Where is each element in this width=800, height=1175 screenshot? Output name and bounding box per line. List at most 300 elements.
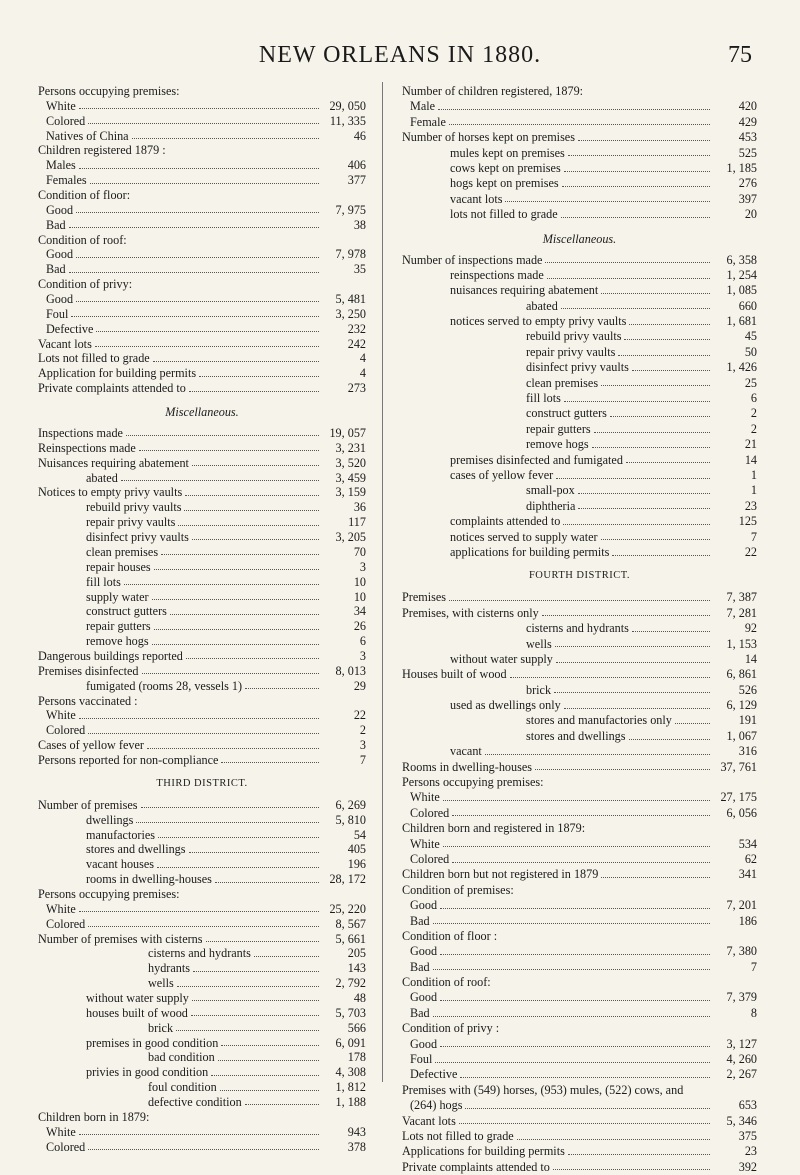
- dot-leader: [465, 1107, 710, 1109]
- table-row: [38, 441, 366, 456]
- row-value: 4, 308: [335, 1065, 366, 1080]
- row-label: fill lots: [86, 574, 121, 589]
- row-value: 3, 231: [335, 440, 366, 455]
- row-value: 1, 085: [726, 283, 757, 298]
- row-label: Notices to empty privy vaults: [38, 485, 183, 500]
- row-value: 191: [738, 713, 757, 728]
- row-value: 11, 335: [329, 113, 366, 128]
- row-label: Applications for building permits: [402, 1144, 565, 1159]
- row-label: Nuisances requiring abatement: [38, 455, 189, 470]
- row-label: small-pox: [526, 483, 575, 498]
- row-value: 50: [744, 344, 757, 359]
- row-value: 26: [353, 619, 366, 634]
- table-row: [402, 806, 757, 821]
- table-row: [38, 1080, 366, 1095]
- row-value: 1, 426: [726, 360, 757, 375]
- row-label: houses built of wood: [86, 1005, 188, 1020]
- row-label: Persons reported for non-compliance: [38, 752, 219, 767]
- table-row: [38, 307, 366, 322]
- row-label: Good: [46, 292, 74, 307]
- row-value: 420: [738, 99, 757, 114]
- row-label: clean premises: [526, 375, 599, 390]
- table-row: [402, 990, 757, 1005]
- row-value: 1, 185: [726, 160, 757, 175]
- dot-leader: [96, 330, 319, 332]
- dot-leader: [95, 345, 319, 347]
- table-row: [38, 426, 366, 441]
- dot-leader: [561, 216, 710, 218]
- dot-leader: [161, 553, 319, 555]
- row-value: 392: [738, 1159, 757, 1174]
- row-value: 14: [744, 651, 757, 666]
- row-label: notices served to empty privy vaults: [450, 314, 627, 329]
- row-label: manufactories: [86, 827, 156, 842]
- row-label: rooms in dwelling-houses: [86, 872, 212, 887]
- table-row: [38, 262, 366, 277]
- table-row: [402, 1006, 757, 1021]
- dot-leader: [555, 645, 710, 647]
- row-label: privies in good condition: [86, 1065, 209, 1080]
- row-label: Private complaints attended to: [38, 381, 186, 396]
- row-value: 27, 175: [720, 790, 757, 805]
- row-label: rebuild privy vaults: [526, 329, 622, 344]
- dot-leader: [221, 761, 319, 763]
- table-row: [402, 652, 757, 667]
- table-row: [38, 932, 366, 947]
- row-value: 92: [744, 621, 757, 636]
- table-row: [402, 667, 757, 682]
- dot-leader: [124, 583, 319, 585]
- dot-leader: [184, 509, 319, 511]
- row-label: abated: [86, 470, 118, 485]
- table-row: [402, 590, 757, 605]
- row-value: 1, 812: [335, 1080, 366, 1095]
- table-row: [38, 143, 366, 158]
- row-value: 4: [359, 351, 366, 366]
- row-label: Colored: [46, 113, 86, 128]
- dot-leader: [245, 687, 319, 689]
- dot-leader: [79, 1133, 319, 1135]
- row-label: repair gutters: [526, 421, 591, 436]
- table-row: [38, 456, 366, 471]
- row-label: Bad: [410, 1005, 430, 1020]
- dot-leader: [192, 538, 319, 540]
- table-row: [402, 545, 757, 560]
- row-label: White: [46, 98, 76, 113]
- row-value: 23: [744, 498, 757, 513]
- table-row: [402, 84, 757, 99]
- table-row: [38, 723, 366, 738]
- table-row: [402, 914, 757, 929]
- table-row: [38, 351, 366, 366]
- table-row: [402, 329, 757, 344]
- row-value: 35: [353, 262, 366, 277]
- table-row: [402, 683, 757, 698]
- row-label: White: [410, 836, 440, 851]
- table-row: [402, 975, 757, 990]
- row-label: wells: [526, 636, 552, 651]
- row-label: abated: [526, 298, 558, 313]
- row-value: 1: [750, 467, 757, 482]
- dot-leader: [564, 170, 710, 172]
- row-value: 48: [353, 990, 366, 1005]
- table-row: [38, 813, 366, 828]
- row-value: 525: [738, 145, 757, 160]
- table-row: [38, 530, 366, 545]
- table-row: [38, 1110, 366, 1125]
- row-value: 5, 481: [335, 292, 366, 307]
- table-row: [402, 821, 757, 836]
- row-value: 6, 129: [726, 698, 757, 713]
- dot-leader: [553, 1168, 710, 1170]
- dot-leader: [126, 434, 319, 436]
- dot-leader: [568, 154, 710, 156]
- table-row: [38, 381, 366, 396]
- row-label: Vacant lots: [402, 1113, 456, 1128]
- row-value: 276: [738, 176, 757, 191]
- row-value: 3, 250: [335, 306, 366, 321]
- dot-leader: [568, 1153, 710, 1155]
- row-value: 8: [750, 1005, 757, 1020]
- row-label: nuisances requiring abatement: [450, 283, 599, 298]
- row-value: 10: [353, 574, 366, 589]
- row-value: 1, 681: [726, 314, 757, 329]
- row-value: 25, 220: [329, 901, 366, 916]
- row-value: 22: [353, 708, 366, 723]
- row-value: 6, 358: [726, 252, 757, 267]
- row-label: applications for building permits: [450, 544, 610, 559]
- dot-leader: [88, 732, 319, 734]
- dot-leader: [254, 955, 319, 957]
- table-row: [402, 483, 757, 498]
- dot-leader: [626, 461, 710, 463]
- dot-leader: [147, 747, 319, 749]
- row-label: stores and manufactories only: [526, 713, 672, 728]
- row-label: Vacant lots: [38, 336, 92, 351]
- row-value: 36: [353, 500, 366, 515]
- row-value: 378: [347, 1139, 366, 1154]
- dot-leader: [154, 628, 319, 630]
- dot-leader: [556, 661, 710, 663]
- row-label: Good: [46, 247, 74, 262]
- row-value: 3, 459: [335, 470, 366, 485]
- table-row: [38, 366, 366, 381]
- row-label: Females: [46, 173, 87, 188]
- row-label: White: [410, 790, 440, 805]
- table-row: [38, 203, 366, 218]
- table-row: [402, 146, 757, 161]
- row-value: 62: [744, 851, 757, 866]
- table-row: [402, 744, 757, 759]
- table-row: [38, 619, 366, 634]
- table-row: [38, 188, 366, 203]
- row-value: 4, 260: [726, 1052, 757, 1067]
- row-value: 22: [744, 544, 757, 559]
- table-row: [38, 828, 366, 843]
- row-label: Condition of roof:: [38, 232, 127, 247]
- table-row: [402, 391, 757, 406]
- row-value: 6, 056: [726, 805, 757, 820]
- table-row: [402, 406, 757, 421]
- row-label: without water supply: [86, 990, 189, 1005]
- dot-leader: [562, 185, 710, 187]
- dot-leader: [433, 968, 710, 970]
- row-value: 7, 380: [726, 944, 757, 959]
- dot-leader: [215, 881, 319, 883]
- row-value: 3: [359, 648, 366, 663]
- row-value: 7: [750, 959, 757, 974]
- table-row: [38, 322, 366, 337]
- dot-leader: [157, 866, 319, 868]
- row-label: Children registered 1879 :: [38, 143, 166, 158]
- row-value: 54: [353, 827, 366, 842]
- row-label: Children born but not registered in 1879: [402, 867, 599, 882]
- dot-leader: [177, 985, 319, 987]
- row-label: Rooms in dwelling-houses: [402, 759, 532, 774]
- row-label: reinspections made: [450, 267, 544, 282]
- row-label: Premises: [402, 590, 447, 605]
- dot-leader: [71, 315, 319, 317]
- row-label: Condition of premises:: [402, 882, 514, 897]
- row-value: 7, 201: [726, 898, 757, 913]
- row-label: Children born and registered in 1879:: [402, 821, 586, 836]
- dot-leader: [121, 479, 319, 481]
- table-row: [402, 867, 757, 882]
- row-label: Female: [410, 114, 446, 129]
- dot-leader: [69, 271, 319, 273]
- dot-leader: [433, 1015, 710, 1017]
- row-label: Good: [410, 990, 438, 1005]
- row-value: 3, 520: [335, 455, 366, 470]
- row-value: 2: [750, 421, 757, 436]
- table-row: [402, 713, 757, 728]
- page-number: 75: [728, 42, 752, 68]
- table-row: [38, 233, 366, 248]
- row-label: complaints attended to: [450, 514, 561, 529]
- table-row: [402, 1067, 757, 1082]
- row-label: disinfect privy vaults: [86, 530, 189, 545]
- table-row: [402, 514, 757, 529]
- row-label: notices served to supply water: [450, 529, 598, 544]
- row-label: repair houses: [86, 559, 151, 574]
- row-value: 186: [738, 913, 757, 928]
- dot-leader: [176, 1029, 319, 1031]
- table-row: [402, 775, 757, 790]
- table-row: [38, 753, 366, 768]
- row-value: 3, 127: [726, 1036, 757, 1051]
- table-row: [38, 1021, 366, 1036]
- dot-leader: [206, 940, 320, 942]
- row-value: 3: [359, 738, 366, 753]
- table-row: [402, 283, 757, 298]
- row-label: mules kept on premises: [450, 145, 565, 160]
- row-label: Defective: [46, 321, 94, 336]
- table-row: [402, 530, 757, 545]
- table-row: [402, 299, 757, 314]
- row-label: defective condition: [148, 1095, 242, 1109]
- table-row: [402, 115, 757, 130]
- row-value: 14: [744, 452, 757, 467]
- row-label: clean premises: [86, 544, 159, 559]
- table-row: [38, 902, 366, 917]
- row-label: hydrants: [148, 961, 190, 976]
- row-label: bad condition: [148, 1050, 215, 1065]
- dot-leader: [554, 691, 710, 693]
- dot-leader: [69, 226, 319, 228]
- row-label: Private complaints attended to: [402, 1159, 550, 1174]
- row-label: wells: [148, 976, 174, 991]
- row-label: premises disinfected and fumigated: [450, 452, 623, 467]
- table-row: [402, 1052, 757, 1067]
- row-label: Bad: [46, 262, 66, 277]
- dot-leader: [142, 672, 319, 674]
- dot-leader: [547, 277, 710, 279]
- dot-leader: [153, 360, 319, 362]
- row-value: 5, 346: [726, 1113, 757, 1128]
- table-row: [402, 207, 757, 222]
- table-row: [38, 857, 366, 872]
- dot-leader: [189, 851, 319, 853]
- dot-leader: [220, 1089, 319, 1091]
- row-label: supply water: [86, 589, 149, 604]
- row-label: fumigated (rooms 28, vessels 1): [86, 678, 243, 693]
- district-heading: FOURTH DISTRICT.: [528, 570, 631, 582]
- row-label: Dangerous buildings reported: [38, 648, 183, 663]
- dot-leader: [542, 614, 710, 616]
- row-value: 1: [750, 483, 757, 498]
- table-row: [38, 917, 366, 932]
- dot-leader: [629, 738, 710, 740]
- row-label: premises in good condition: [86, 1035, 219, 1050]
- row-value: 205: [347, 946, 366, 961]
- row-value: 29, 050: [329, 98, 366, 113]
- row-value: 1, 153: [726, 636, 757, 651]
- row-value: 2: [750, 406, 757, 421]
- row-label: Bad: [46, 217, 66, 232]
- table-row: [38, 277, 366, 292]
- row-label: Good: [410, 944, 438, 959]
- table-row: [402, 345, 757, 360]
- row-label: Good: [46, 202, 74, 217]
- row-label: Males: [46, 158, 76, 173]
- row-value: 45: [744, 329, 757, 344]
- row-value: 196: [347, 857, 366, 872]
- row-value: 6, 091: [335, 1035, 366, 1050]
- row-value: 125: [738, 514, 757, 529]
- table-row: [38, 1006, 366, 1021]
- table-row: [38, 991, 366, 1006]
- table-row: [38, 694, 366, 709]
- row-value: 566: [347, 1020, 366, 1035]
- row-label: construct gutters: [86, 604, 167, 619]
- row-value: 341: [738, 867, 757, 882]
- row-label: Colored: [46, 1139, 86, 1154]
- row-label: Defective: [410, 1067, 458, 1082]
- table-row: [402, 852, 757, 867]
- row-value: 316: [738, 744, 757, 759]
- dot-leader: [90, 182, 319, 184]
- dot-leader: [632, 369, 710, 371]
- table-row: [38, 99, 366, 114]
- row-label: Good: [410, 898, 438, 913]
- row-label: Persons occupying premises:: [402, 775, 544, 790]
- row-label: Condition of privy:: [38, 277, 133, 292]
- page-title: NEW ORLEANS IN 1880.: [258, 42, 542, 68]
- table-row: [38, 590, 366, 605]
- row-label: foul condition: [148, 1080, 217, 1095]
- row-label: stores and dwellings: [526, 728, 626, 743]
- row-label: repair privy vaults: [526, 344, 616, 359]
- row-label: without water supply: [450, 651, 553, 666]
- row-value: 8, 567: [335, 916, 366, 931]
- row-value: 2, 792: [335, 976, 366, 991]
- row-label: brick: [148, 1020, 174, 1035]
- row-value: 1, 067: [726, 728, 757, 743]
- row-label: cisterns and hydrants: [148, 946, 251, 961]
- row-label: Condition of floor:: [38, 188, 131, 203]
- dot-leader: [218, 1059, 319, 1061]
- table-row: [402, 1083, 757, 1098]
- row-value: 273: [347, 381, 366, 396]
- table-row: [402, 376, 757, 391]
- dot-leader: [88, 122, 319, 124]
- row-value: 19, 057: [329, 426, 366, 441]
- row-value: 6: [750, 391, 757, 406]
- table-row: [38, 1050, 366, 1065]
- section-heading: Miscellaneous.: [165, 405, 239, 420]
- row-value: 5, 810: [335, 812, 366, 827]
- row-label: Number of inspections made: [402, 252, 543, 267]
- dot-leader: [618, 354, 710, 356]
- dot-leader: [624, 338, 710, 340]
- dot-leader: [189, 390, 319, 392]
- row-label: vacant houses: [86, 857, 155, 872]
- row-label: disinfect privy vaults: [526, 360, 629, 375]
- table-row: [402, 422, 757, 437]
- table-row: [402, 99, 757, 114]
- table-row: [38, 872, 366, 887]
- table-row: [38, 218, 366, 233]
- dot-leader: [435, 1061, 710, 1063]
- table-row: [402, 960, 757, 975]
- table-row: [38, 129, 366, 144]
- dot-leader: [440, 1045, 710, 1047]
- dot-leader: [505, 200, 710, 202]
- table-row: [402, 698, 757, 713]
- row-value: 7, 978: [335, 247, 366, 262]
- dot-leader: [564, 400, 710, 402]
- row-value: 29: [353, 678, 366, 693]
- table-row: [38, 738, 366, 753]
- row-label: Reinspections made: [38, 440, 136, 455]
- row-label: fill lots: [526, 391, 561, 406]
- row-value: 7, 281: [726, 605, 757, 620]
- table-row: [38, 1036, 366, 1051]
- table-row: [402, 621, 757, 636]
- row-label: Foul: [46, 306, 69, 321]
- table-row: [38, 946, 366, 961]
- row-label: Foul: [410, 1052, 433, 1067]
- table-row: [402, 837, 757, 852]
- row-value: 406: [347, 158, 366, 173]
- table-row: [38, 961, 366, 976]
- table-row: [402, 360, 757, 375]
- table-row: [38, 1065, 366, 1080]
- dot-leader: [438, 108, 710, 110]
- row-value: 397: [738, 191, 757, 206]
- row-value: 943: [347, 1124, 366, 1139]
- row-value: 143: [347, 961, 366, 976]
